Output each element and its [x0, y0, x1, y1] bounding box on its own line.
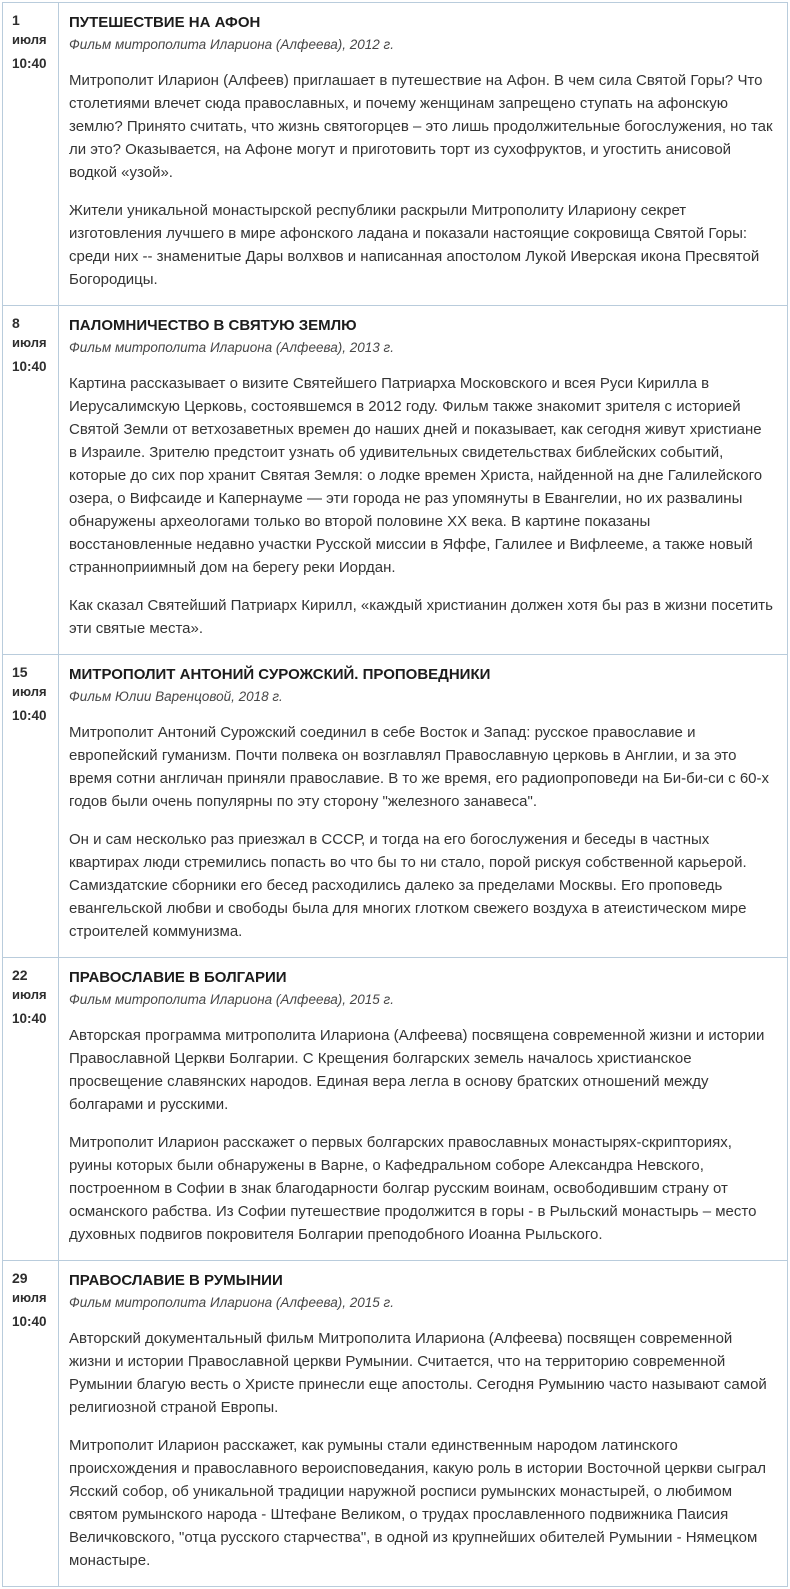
program-credit: Фильм митрополита Илариона (Алфеева), 2015 г.: [69, 1295, 394, 1310]
program-description-paragraph: Митрополит Антоний Сурожский соединил в себе Восток и Запад: русское православие и европейский гуманизм. Почти полвека он возглавлял Православную церковь в Англии, и за это время сотни англичан приняли православие. В то же время, его радиопроповеди на Би-би-си с 60-х годов были очень популярны по эту сторону "железного занавеса".: [69, 724, 770, 810]
day-number: 8: [12, 315, 20, 331]
program-credit: Фильм митрополита Илариона (Алфеева), 2013 г.: [69, 340, 394, 355]
date-cell: [3, 306, 59, 654]
program-description-paragraph: Митрополит Иларион (Алфеев) приглашает в путешествие на Афон. В чем сила Святой Горы? Что столетиями влечет сюда православных, и почему женщинам запрещено ступать на афонскую землю? Принято считать, что жизнь святогорцев – это лишь продолжительные богослужения, но так ли это? Оказывается, на Афоне могут и приготовить торт из сухофруктов, и угостить анисовой водкой «узой».: [69, 72, 773, 181]
program-description-paragraph: Картина рассказывает о визите Святейшего Патриарха Московского и всея Руси Кирилла в Иерусалимскую Церковь, состоявшемся в 2012 году. Фильм также знакомит зрителя с историей Святой Земли от ветхозаветных времен до наших дней и показывает, как сегодня живут христиане в Израиле. Зрителю предстоит узнать об удивительных свидетельствах библейских событий, которые до сих пор хранит Святая Земля: о лодке времен Христа, найденной на дне Галилейского озера, о Вифсаиде и Капернауме — эти города не раз упомянуты в Евангелии, но их развалины обнаружены археологами только во второй половине XX века. В картине показаны восстановленные недавно участки Русской миссии в Яффе, Галилее и Вифлееме, а также новый странноприимный дом на берегу реки Иордан.: [69, 375, 763, 576]
program-description-paragraph: Жители уникальной монастырской республики раскрыли Митрополиту Илариону секрет изготовления лучшего в мире афонского ладана и показали настоящие сокровища Святой Горы: среди них -- знаменитые Дары волхвов и написанная апостолом Лукой Иверская икона Пресвятой Богородицы.: [69, 202, 760, 288]
schedule-row: [3, 3, 787, 305]
day-number: 15: [12, 664, 28, 680]
program-title: ПРАВОСЛАВИЕ В БОЛГАРИИ: [69, 969, 287, 986]
program-cell: [59, 958, 787, 1260]
program-description-paragraph: Митрополит Иларион расскажет, как румыны стали единственным народом латинского происхождения и православного вероисповедания, какую роль в истории Восточной церкви сыграл Ясский собор, об уникальной традиции наружной росписи румынских монастырей, о любимом святом румынского народа - Штефане Великом, о трудах прославленного подвижника Паисия Величковского, "отца русского старчества", в одной из крупнейших обителей Румынии - Нямецком монастыре.: [69, 1437, 767, 1569]
program-description-paragraph: Как сказал Святейший Патриарх Кирилл, «каждый христианин должен хотя бы раз в жизни посетить эти святые места».: [69, 597, 773, 637]
day-number: 1: [12, 12, 20, 28]
program-title: ПРАВОСЛАВИЕ В РУМЫНИИ: [69, 1272, 283, 1289]
day-number: 22: [12, 967, 28, 983]
program-credit: Фильм Юлии Варенцовой, 2018 г.: [69, 689, 283, 704]
program-cell: [59, 3, 787, 305]
program-cell: [59, 306, 787, 654]
program-title: ПУТЕШЕСТВИЕ НА АФОН: [69, 14, 261, 31]
program-cell: [59, 655, 787, 957]
month-label: июля: [12, 684, 47, 699]
schedule-row: [3, 305, 787, 654]
program-cell: [59, 1261, 787, 1586]
program-title: ПАЛОМНИЧЕСТВО В СВЯТУЮ ЗЕМЛЮ: [69, 317, 357, 334]
schedule-row: [3, 654, 787, 957]
schedule-row: [3, 957, 787, 1260]
day-number: 29: [12, 1270, 28, 1286]
date-cell: [3, 958, 59, 1260]
time-label: 10:40: [12, 708, 47, 723]
time-label: 10:40: [12, 1314, 47, 1329]
program-credit: Фильм митрополита Илариона (Алфеева), 2015 г.: [69, 992, 394, 1007]
month-label: июля: [12, 987, 47, 1002]
time-label: 10:40: [12, 1011, 47, 1026]
time-label: 10:40: [12, 359, 47, 374]
program-title: МИТРОПОЛИТ АНТОНИЙ СУРОЖСКИЙ. ПРОПОВЕДНИКИ: [69, 666, 491, 683]
schedule-row: [3, 1260, 787, 1586]
program-description-paragraph: Авторский документальный фильм Митрополита Илариона (Алфеева) посвящен современной жизни и истории Православной церкви Румынии. Считается, что на территорию современной Румынии благую весть о Христе принесли еще апостолы. Сегодня Румынию часто называют самой религиозной страной Европы.: [69, 1330, 767, 1416]
program-schedule-table: [2, 2, 788, 1587]
time-label: 10:40: [12, 56, 47, 71]
program-description-paragraph: Митрополит Иларион расскажет о первых болгарских православных монастырях-скрипториях, руины которых были обнаружены в Варне, о Кафедральном соборе Александра Невского, построенном в Софии в знак благодарности болгар русским воинам, освободившим страну от османского рабства. Из Софии путешествие продолжится в горы - в Рыльский монастырь – место духовных подвигов покровителя Болгарии преподобного Иоанна Рыльского.: [69, 1134, 757, 1243]
program-description-paragraph: Он и сам несколько раз приезжал в СССР, и тогда на его богослужения и беседы в частных квартирах люди стремились попасть во что бы то ни стало, порой рискуя собственной карьерой. Самиздатские сборники его бесед расходились далеко за пределами Москвы. Его проповедь евангельской любви и свободы была для многих глотком свежего воздуха в атеистическом мире строителей коммунизма.: [69, 831, 747, 940]
month-label: июля: [12, 1290, 47, 1305]
date-cell: [3, 1261, 59, 1586]
program-description-paragraph: Авторская программа митрополита Илариона (Алфеева) посвящена современной жизни и истории Православной Церкви Болгарии. С Крещения болгарских земель началось христианское просвещение славянских народов. Единая вера легла в основу братских отношений между болгарами и русскими.: [69, 1027, 765, 1113]
month-label: июля: [12, 335, 47, 350]
date-cell: [3, 655, 59, 957]
date-cell: [3, 3, 59, 305]
program-credit: Фильм митрополита Илариона (Алфеева), 2012 г.: [69, 37, 394, 52]
month-label: июля: [12, 32, 47, 47]
